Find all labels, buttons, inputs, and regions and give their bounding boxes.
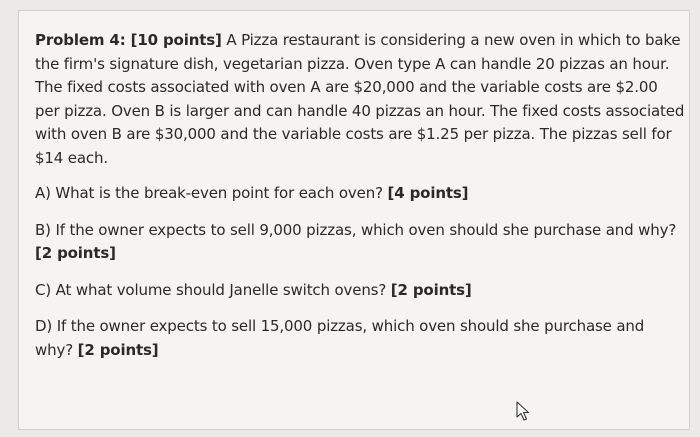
mouse-pointer-icon (515, 401, 531, 421)
problem-text: A Pizza restaurant is considering a new oven in which to bake the firm's signature dish, vegetarian pizza. Oven type A can handle 20 pizzas an hour. The fixed costs associated with oven A are $20,000 and the variable costs are $2.00 per pizza. Oven B is larger and can handle 40 pizzas an hour. The fixed costs associated with oven B are $30,000 and the variable costs are $1.25 per pizza. The pizzas sell for $14 each. (35, 31, 685, 167)
question-a-points: [4 points] (387, 184, 469, 202)
question-b (35, 219, 685, 266)
problem-statement (35, 29, 685, 170)
question-b-points: [2 points] (35, 244, 116, 262)
question-d-text: D) If the owner expects to sell 15,000 pizzas, which oven should she purchase and why? (35, 317, 645, 359)
question-c (35, 279, 685, 303)
question-a-text: A) What is the break-even point for each oven? (35, 184, 388, 202)
problem-label: Problem 4: [10 points] (35, 31, 222, 49)
question-a (35, 182, 685, 206)
question-b-text: B) If the owner expects to sell 9,000 pizzas, which oven should she purchase and why? (35, 220, 677, 239)
question-d (35, 315, 685, 362)
question-c-points: [2 points] (390, 280, 472, 299)
question-c-text: C) At what volume should Janelle switch ovens? (35, 280, 391, 299)
problem-content (35, 29, 685, 375)
question-d-points: [2 points] (77, 340, 159, 359)
question-panel (18, 10, 690, 430)
